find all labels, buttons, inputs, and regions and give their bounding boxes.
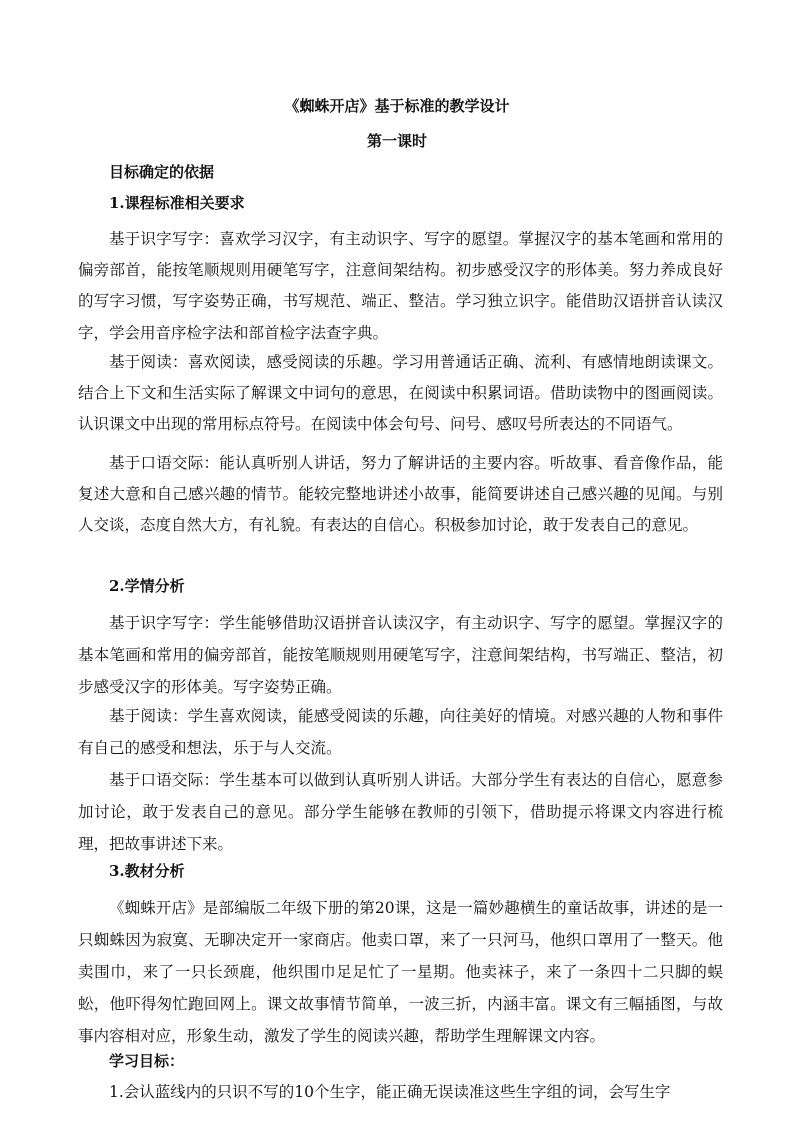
student-oral-paragraph: 基于口语交际：学生基本可以做到认真听别人讲话。大部分学生有表达的自信心，愿意参加讨论，敢于发表自己的意见。部分学生能够在教师的引领下，借助提示将课文内容进行梳理，把故事讲述下来。 xyxy=(78,771,723,853)
textbook-analysis-heading: 3.教材分析 xyxy=(109,862,185,880)
document-title: 《蜘蛛开店》基于标准的教学设计 xyxy=(284,97,510,115)
learning-goals-heading: 学习目标： xyxy=(109,1052,185,1070)
reading-paragraph: 基于阅读：喜欢阅读，感受阅读的乐趣。学习用普通话正确、流利、有感情地朗读课文。结合上下文和生活实际了解课文中词句的意思，在阅读中积累词语。借助读物中的图画阅读。认识课文中出现的常用标点符号。在阅读中体会句号、问号、感叹号所表达的不同语气。 xyxy=(78,353,723,434)
lesson-subtitle: 第一课时 xyxy=(366,132,427,150)
learning-analysis-heading: 2.学情分析 xyxy=(109,577,185,595)
curriculum-standards-heading: 1.课程标准相关要求 xyxy=(109,194,245,212)
oral-communication-paragraph: 基于口语交际：能认真听别人讲话，努力了解讲话的主要内容。听故事、看音像作品，能复述大意和自己感兴趣的情节。能较完整地讲述小故事，能简要讲述自己感兴趣的见闻。与别人交谈，态度自然大方，有礼貌。有表达的自信心。积极参加讨论，敢于发表自己的意见。 xyxy=(78,454,723,535)
student-reading-paragraph: 基于阅读：学生喜欢阅读，能感受阅读的乐趣，向往美好的情境。对感兴趣的人物和事件有自己的感受和想法，乐于与人交流。 xyxy=(78,707,723,757)
student-literacy-paragraph: 基于识字写字：学生能够借助汉语拼音认读汉字，有主动识字、写字的愿望。掌握汉字的基本笔画和常用的偏旁部首，能按笔顺规则用硬笔写字，注意间架结构，书写端正、整洁，初步感受汉字的形体美。写字姿势正确。 xyxy=(78,614,723,696)
textbook-analysis-paragraph: 《蜘蛛开店》是部编版二年级下册的第20课，这是一篇妙趣横生的童话故事，讲述的是一只蜘蛛因为寂寞、无聊决定开一家商店。他卖口罩，来了一只河马，他织口罩用了一整天。他卖围巾，来了一只长颈鹿，他织围巾足足忙了一星期。他卖袜子，来了一条四十二只脚的蜈蚣，他吓得匆忙跑回网上。课文故事情节简单，一波三折，内涵丰富。课文有三幅插图，与故事内容相对应，形象生动，激发了学生的阅读兴趣，帮助学生理解课文内容。 xyxy=(78,899,723,1045)
literacy-writing-paragraph: 基于识字写字：喜欢学习汉字，有主动识字、写字的愿望。掌握汉字的基本笔画和常用的偏旁部首，能按笔顺规则用硬笔写字，注意间架结构。初步感受汉字的形体美。努力养成良好的写字习惯，写字姿势正确，书写规范、端正、整洁。学习独立识字。能借助汉语拼音认读汉字，学会用音序检字法和部首检字法查字典。 xyxy=(78,230,723,342)
basis-heading: 目标确定的依据 xyxy=(109,163,215,181)
learning-goal-1: 1.会认蓝线内的只识不写的10个生字，能正确无误读准这些生字组的词，会写生字 xyxy=(109,1083,671,1101)
